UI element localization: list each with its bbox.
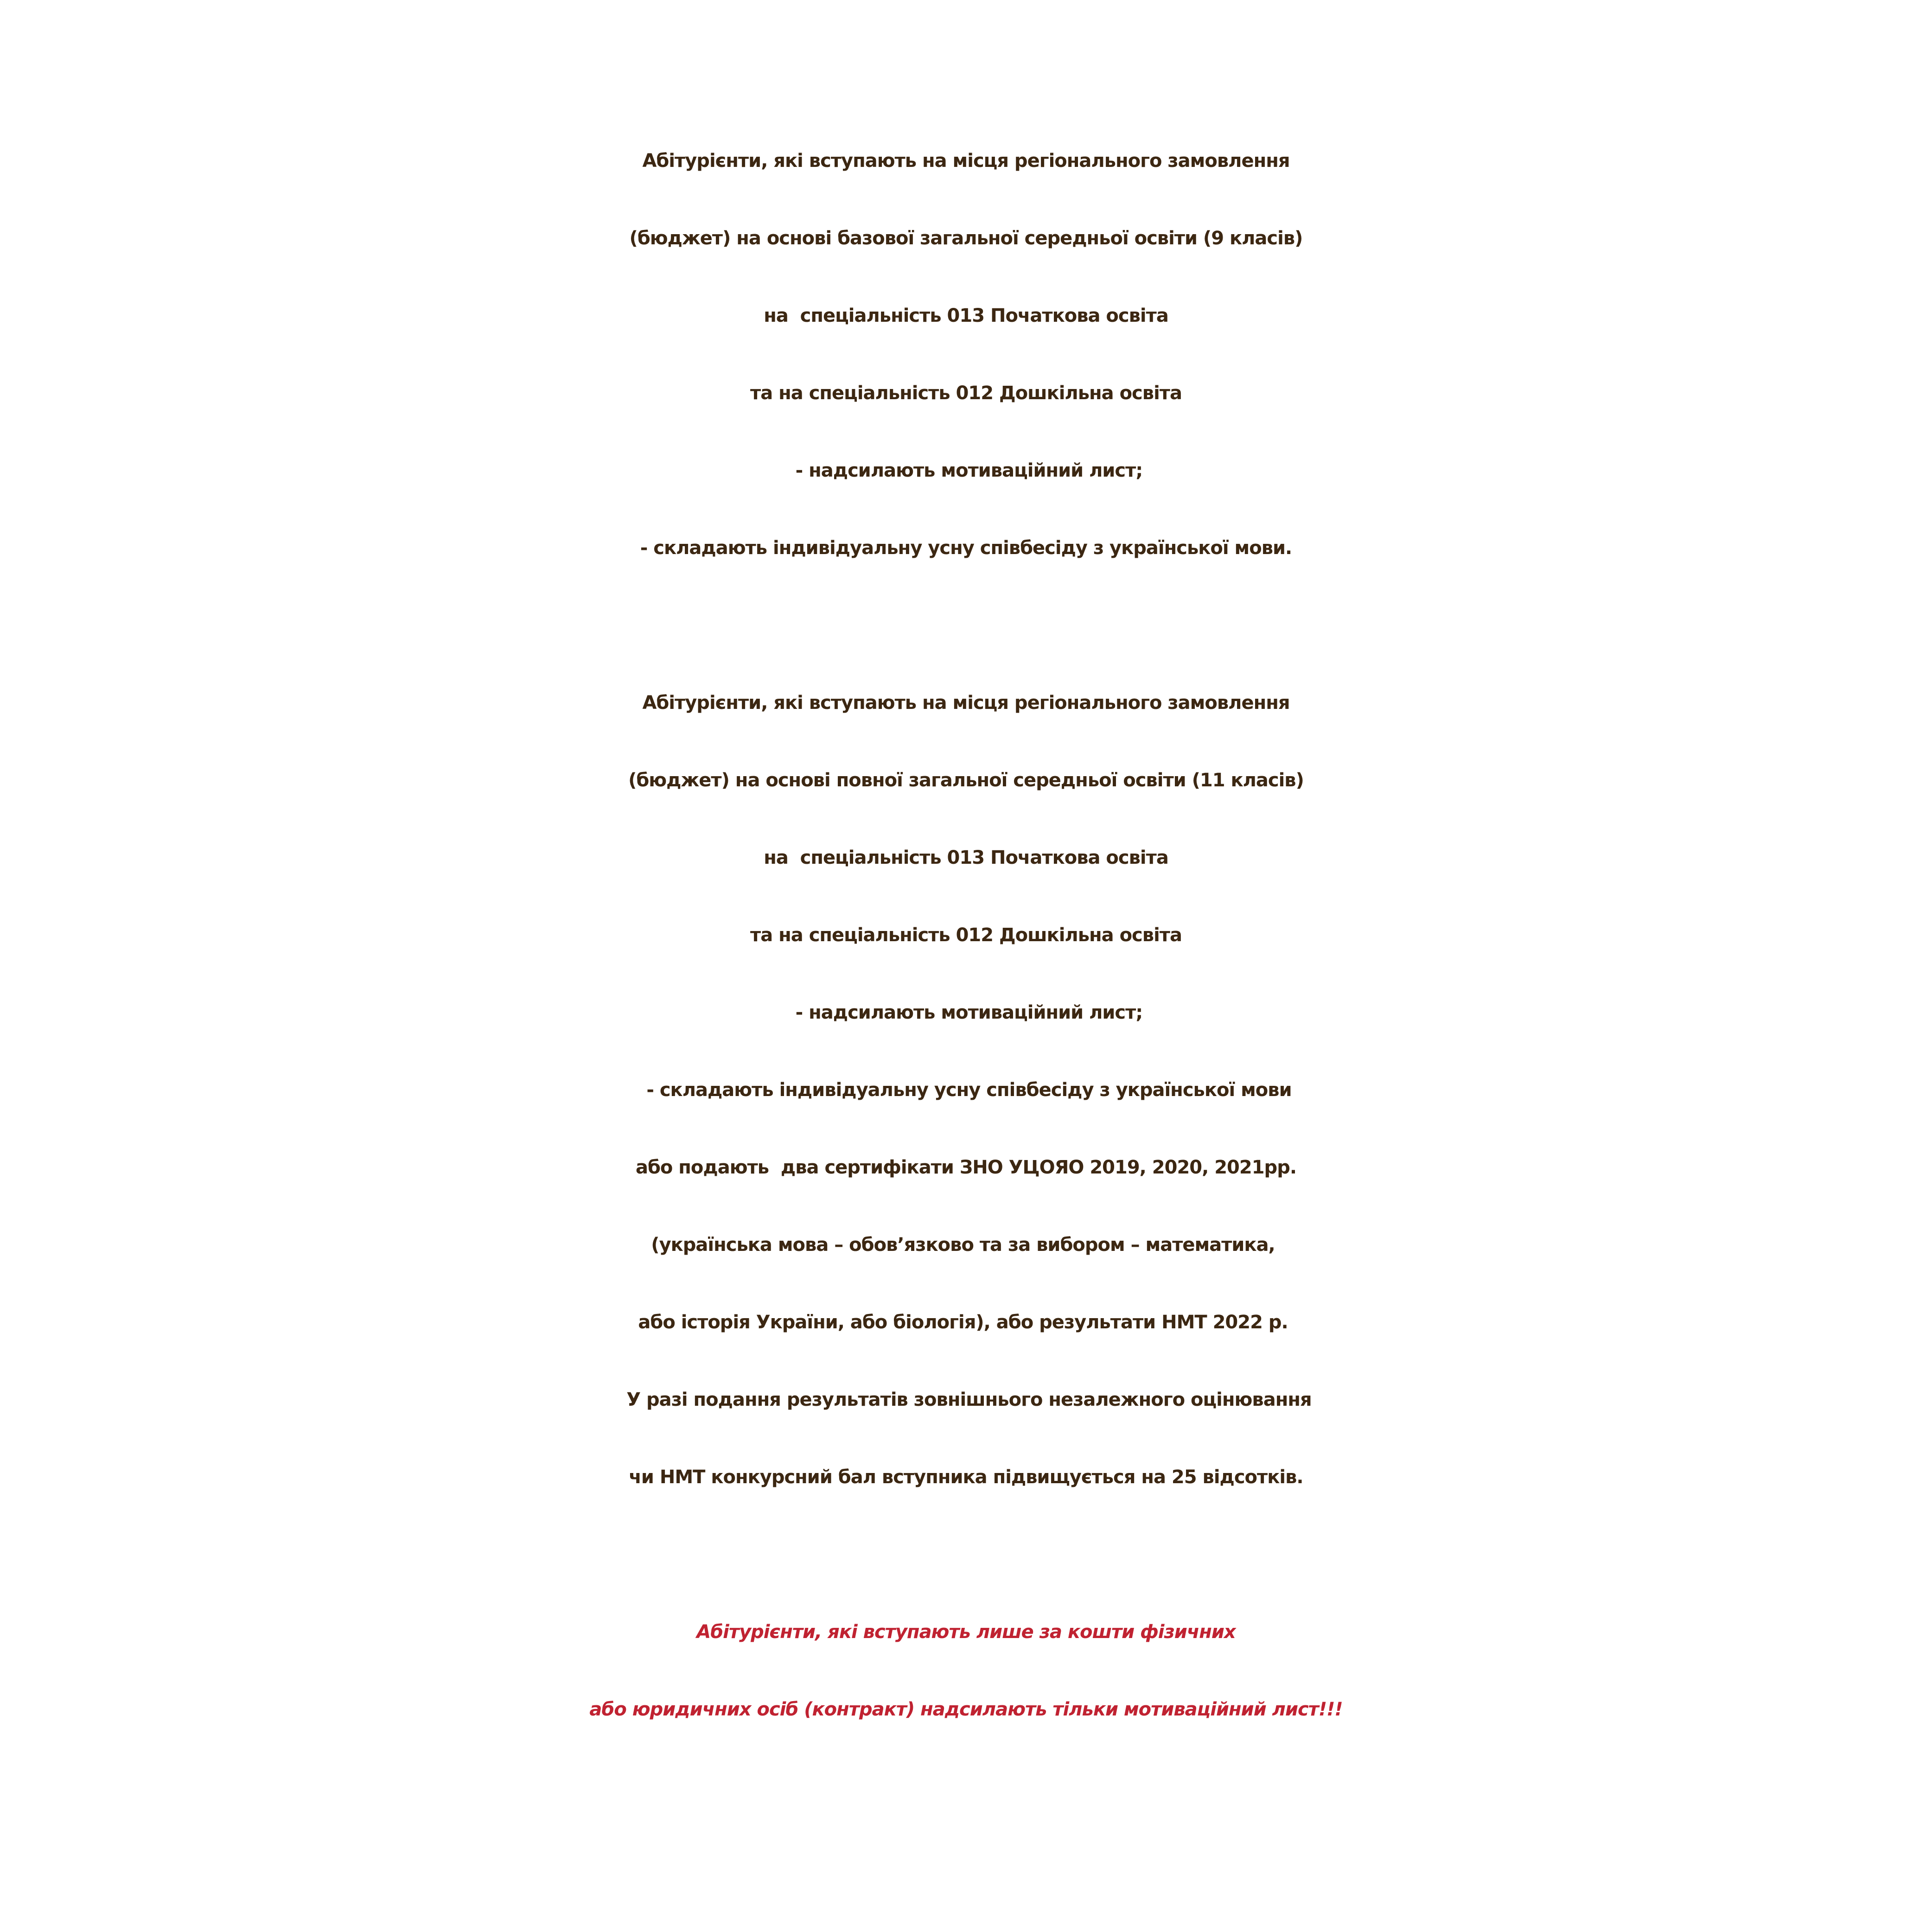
section2-line-3: на спеціальність 013 Початкова освіта — [764, 847, 1168, 868]
section1-line-4: та на спеціальність 012 Дошкільна освіта — [750, 383, 1182, 404]
section1-line-3: на спеціальність 013 Початкова освіта — [764, 305, 1168, 326]
notice-line-2: або юридичних осіб (контракт) надсилають тільки мотиваційний лист!!! — [589, 1699, 1343, 1720]
section2-line-2: (бюджет) на основі повної загальної середньої освіти (11 класів) — [628, 770, 1304, 791]
section1-line-5: - надсилають мотиваційний лист; — [789, 460, 1143, 481]
section2-line-7: або подають два сертифікати ЗНО УЦОЯО 2019, 2020, 2021рр. — [635, 1157, 1297, 1178]
section2-line-9: або історія України, або біологія), або результати НМТ 2022 р. — [638, 1312, 1294, 1333]
notice-line-1: Абітурієнти, які вступають лише за кошти фізичних — [696, 1621, 1236, 1643]
section2-line-8: (українська мова – обов’язково та за вибором – математика, — [651, 1234, 1281, 1256]
section1-line-1: Абітурієнти, які вступають на місця регіонального замовлення — [642, 150, 1290, 172]
section2-line-6: - складають індивідуальну усну співбесіду з української мови — [640, 1079, 1292, 1101]
section1-line-2: (бюджет) на основі базової загальної середньої освіти (9 класів) — [629, 228, 1303, 249]
section2-line-10: У разі подання результатів зовнішнього незалежного оцінювання — [620, 1389, 1312, 1410]
section1-line-6: - складають індивідуальну усну співбесіду з української мови. — [640, 537, 1292, 559]
section2-line-1: Абітурієнти, які вступають на місця регіонального замовлення — [642, 692, 1290, 714]
section2-line-11: чи НМТ конкурсний бал вступника підвищується на 25 відсотків. — [629, 1467, 1303, 1488]
section2-line-4: та на спеціальність 012 Дошкільна освіта — [750, 925, 1182, 946]
section2-line-5: - надсилають мотиваційний лист; — [789, 1002, 1143, 1023]
